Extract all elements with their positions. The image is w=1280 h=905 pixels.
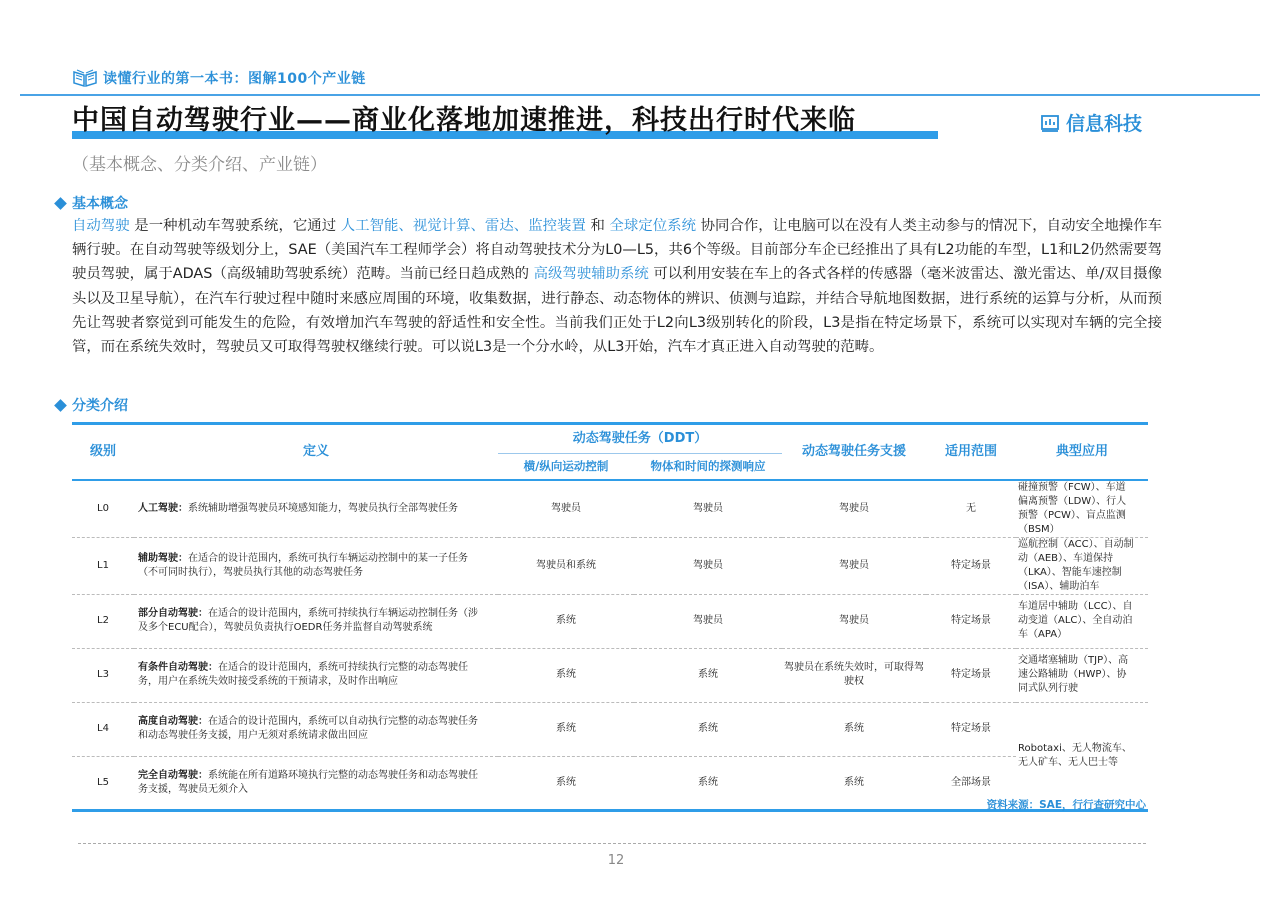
paragraph-text: 是一种机动车驾驶系统，它通过 — [129, 218, 341, 234]
highlight-term: 自动驾驶 — [72, 218, 130, 234]
section-heading-text: 分类介绍 — [72, 398, 128, 414]
col-header-ddt: 动态驾驶任务（DDT） — [572, 431, 708, 446]
page-header — [0, 0, 1280, 96]
level-cell: L0 — [72, 480, 134, 538]
header-rule — [20, 94, 1260, 96]
level-cell: L2 — [72, 594, 134, 648]
page-title: 中国自动驾驶行业——商业化落地加速推进，科技出行时代来临 — [72, 105, 856, 136]
paragraph-text: 协同合作，让电脑可以在没有人类主动参与的情况下，自动安全地操作车辆行驶。在自动驾驶等级划分上，SAE（美国汽车工程师学会）将自动驾驶技术分为L0—L5，共6个等级。目前部分车企已经推出了具有L2功能的车型，L1和L2仍然需要驾驶员驾驶，属于ADAS（高级辅助驾驶系统）范畴。当前已经日趋成熟的 — [72, 218, 1162, 283]
paragraph-text: 可以利用安装在车上的各式各样的传感器（毫米波雷达、激光雷达、单/双目摄像头以及卫星导航），在汽车行驶过程中随时来感应周围的环境，收集数据，进行静态、动态物体的辨识、侦测与追踪，并结合导航地图数据，进行系统的运算与分析，从而预先让驾驶者察觉到可能发生的危险，有效增加汽车驾驶的舒适性和安全性。当前我们正处于L2向L3级别转化的阶段，L3是指在特定场景下，系统可以实现对车辆的完全接管，而在系统失效时，驾驶员又可取得驾驶权继续行驶。可以说L3是一个分水岭，从L3开始，汽车才真正进入自动驾驶的范畴。 — [72, 266, 1162, 356]
highlight-term: 人工智能、视觉计算、雷达、监控装置 — [340, 218, 586, 234]
definition-cell — [134, 537, 498, 594]
table-row — [72, 480, 1148, 538]
definition-title: 完全自动驾驶： — [138, 769, 208, 781]
section-heading-text: 基本概念 — [72, 196, 128, 212]
definition-title: 有条件自动驾驶： — [138, 662, 218, 673]
level-cell: L1 — [72, 537, 134, 594]
support-cell: 驾驶员 — [782, 594, 926, 648]
definition-text: 在适合的设计范围内，系统可持续执行完整的动态驾驶任务，用户在系统失效时接受系统的干预请求，及时作出响应 — [138, 662, 468, 687]
highlight-term: 全球定位系统 — [609, 218, 697, 234]
apps-cell: 车道居中辅助（LCC）、自动变道（ALC）、全自动泊车（APA） — [1016, 594, 1148, 648]
paragraph-text: 和 — [585, 218, 610, 234]
apps-cell: 巡航控制（ACC）、自动制动（AEB）、车道保持（LKA）、智能车速控制（ISA）、辅助泊车 — [1016, 537, 1148, 594]
detect-cell: 驾驶员 — [634, 480, 782, 538]
definition-text: 在适合的设计范围内，系统可执行车辆运动控制中的某一子任务（不可同时执行），驾驶员执行其他的动态驾驶任务 — [138, 552, 468, 578]
scope-cell: 全部场景 — [926, 756, 1016, 810]
col-header-detection: 物体和时间的探测响应 — [634, 454, 782, 480]
definition-cell — [134, 702, 498, 756]
section-heading-classification — [56, 395, 128, 415]
detect-cell: 系统 — [634, 648, 782, 702]
col-header-definition: 定义 — [134, 424, 498, 480]
definition-text: 系统辅助增强驾驶员环境感知能力，驾驶员执行全部驾驶任务 — [188, 502, 458, 514]
definition-title: 人工驾驶： — [138, 502, 188, 514]
category-text: 信息科技 — [1066, 113, 1143, 135]
footer-rule — [78, 843, 1146, 844]
apps-cell: 交通堵塞辅助（TJP）、高速公路辅助（HWP）、协同式队列行驶 — [1016, 648, 1148, 702]
detect-cell: 驾驶员 — [634, 594, 782, 648]
motion-cell: 系统 — [498, 594, 634, 648]
definition-cell — [134, 480, 498, 538]
definition-text: 系统能在所有道路环境执行完整的动态驾驶任务和动态驾驶任务支援，驾驶员无须介入 — [138, 769, 478, 795]
definition-text: 在适合的设计范围内，系统可持续执行车辆运动控制任务（涉及多个ECU配合），驾驶员负责执行OEDR任务并监督自动驾驶系统 — [138, 608, 478, 633]
support-cell: 驾驶员在系统失效时，可取得驾驶权 — [782, 648, 926, 702]
diamond-bullet-icon — [54, 197, 67, 210]
scope-cell: 特定场景 — [926, 594, 1016, 648]
series-title: 读懂行业的第一本书：图解100个产业链 — [103, 71, 366, 87]
table-row — [72, 594, 1148, 648]
detect-cell: 系统 — [634, 702, 782, 756]
classification-table — [72, 422, 1148, 812]
definition-title: 部分自动驾驶： — [138, 608, 208, 619]
motion-cell: 系统 — [498, 648, 634, 702]
page-number: 12 — [607, 853, 625, 868]
col-header-level: 级别 — [72, 424, 134, 480]
col-header-apps: 典型应用 — [1016, 424, 1148, 480]
apps-cell: 碰撞预警（FCW）、车道偏离预警（LDW）、行人预警（PCW）、盲点监测（BSM） — [1016, 480, 1148, 538]
book-icon — [72, 66, 98, 88]
motion-cell: 系统 — [498, 702, 634, 756]
motion-cell: 系统 — [498, 756, 634, 810]
level-cell: L4 — [72, 702, 134, 756]
chart-board-icon — [1040, 113, 1060, 133]
motion-cell: 驾驶员 — [498, 480, 634, 538]
col-header-scope: 适用范围 — [926, 424, 1016, 480]
definition-title: 高度自动驾驶： — [138, 716, 208, 727]
section-heading-concept — [56, 193, 128, 213]
definition-cell — [134, 648, 498, 702]
detect-cell: 驾驶员 — [634, 537, 782, 594]
table-row — [72, 537, 1148, 594]
title-block — [72, 104, 856, 138]
col-header-support: 动态驾驶任务支援 — [782, 424, 926, 480]
col-header-motion-control: 横/纵向运动控制 — [498, 454, 634, 480]
definition-cell — [134, 756, 498, 810]
scope-cell: 特定场景 — [926, 537, 1016, 594]
level-cell: L3 — [72, 648, 134, 702]
highlight-term: 高级驾驶辅助系统 — [533, 266, 649, 283]
definition-text: 在适合的设计范围内，系统可以自动执行完整的动态驾驶任务和动态驾驶任务支援，用户无须对系统请求做出回应 — [138, 716, 478, 741]
definition-cell — [134, 594, 498, 648]
table-row — [72, 648, 1148, 702]
table-row — [72, 702, 1148, 756]
category-label — [1040, 109, 1142, 136]
apps-cell: Robotaxi、无人物流车、无人矿车、无人巴士等 — [1016, 702, 1148, 810]
diamond-bullet-icon — [54, 399, 67, 412]
scope-cell: 无 — [926, 480, 1016, 538]
concept-paragraph — [72, 214, 1162, 359]
scope-cell: 特定场景 — [926, 702, 1016, 756]
support-cell: 驾驶员 — [782, 537, 926, 594]
support-cell: 系统 — [782, 702, 926, 756]
definition-title: 辅助驾驶： — [138, 552, 188, 564]
motion-cell: 驾驶员和系统 — [498, 537, 634, 594]
support-cell: 驾驶员 — [782, 480, 926, 538]
source-note: 资料来源：SAE，行行查研究中心 — [986, 799, 1146, 811]
support-cell: 系统 — [782, 756, 926, 810]
level-cell: L5 — [72, 756, 134, 810]
scope-cell: 特定场景 — [926, 648, 1016, 702]
page-subtitle: （基本概念、分类介绍、产业链） — [72, 155, 327, 175]
detect-cell: 系统 — [634, 756, 782, 810]
